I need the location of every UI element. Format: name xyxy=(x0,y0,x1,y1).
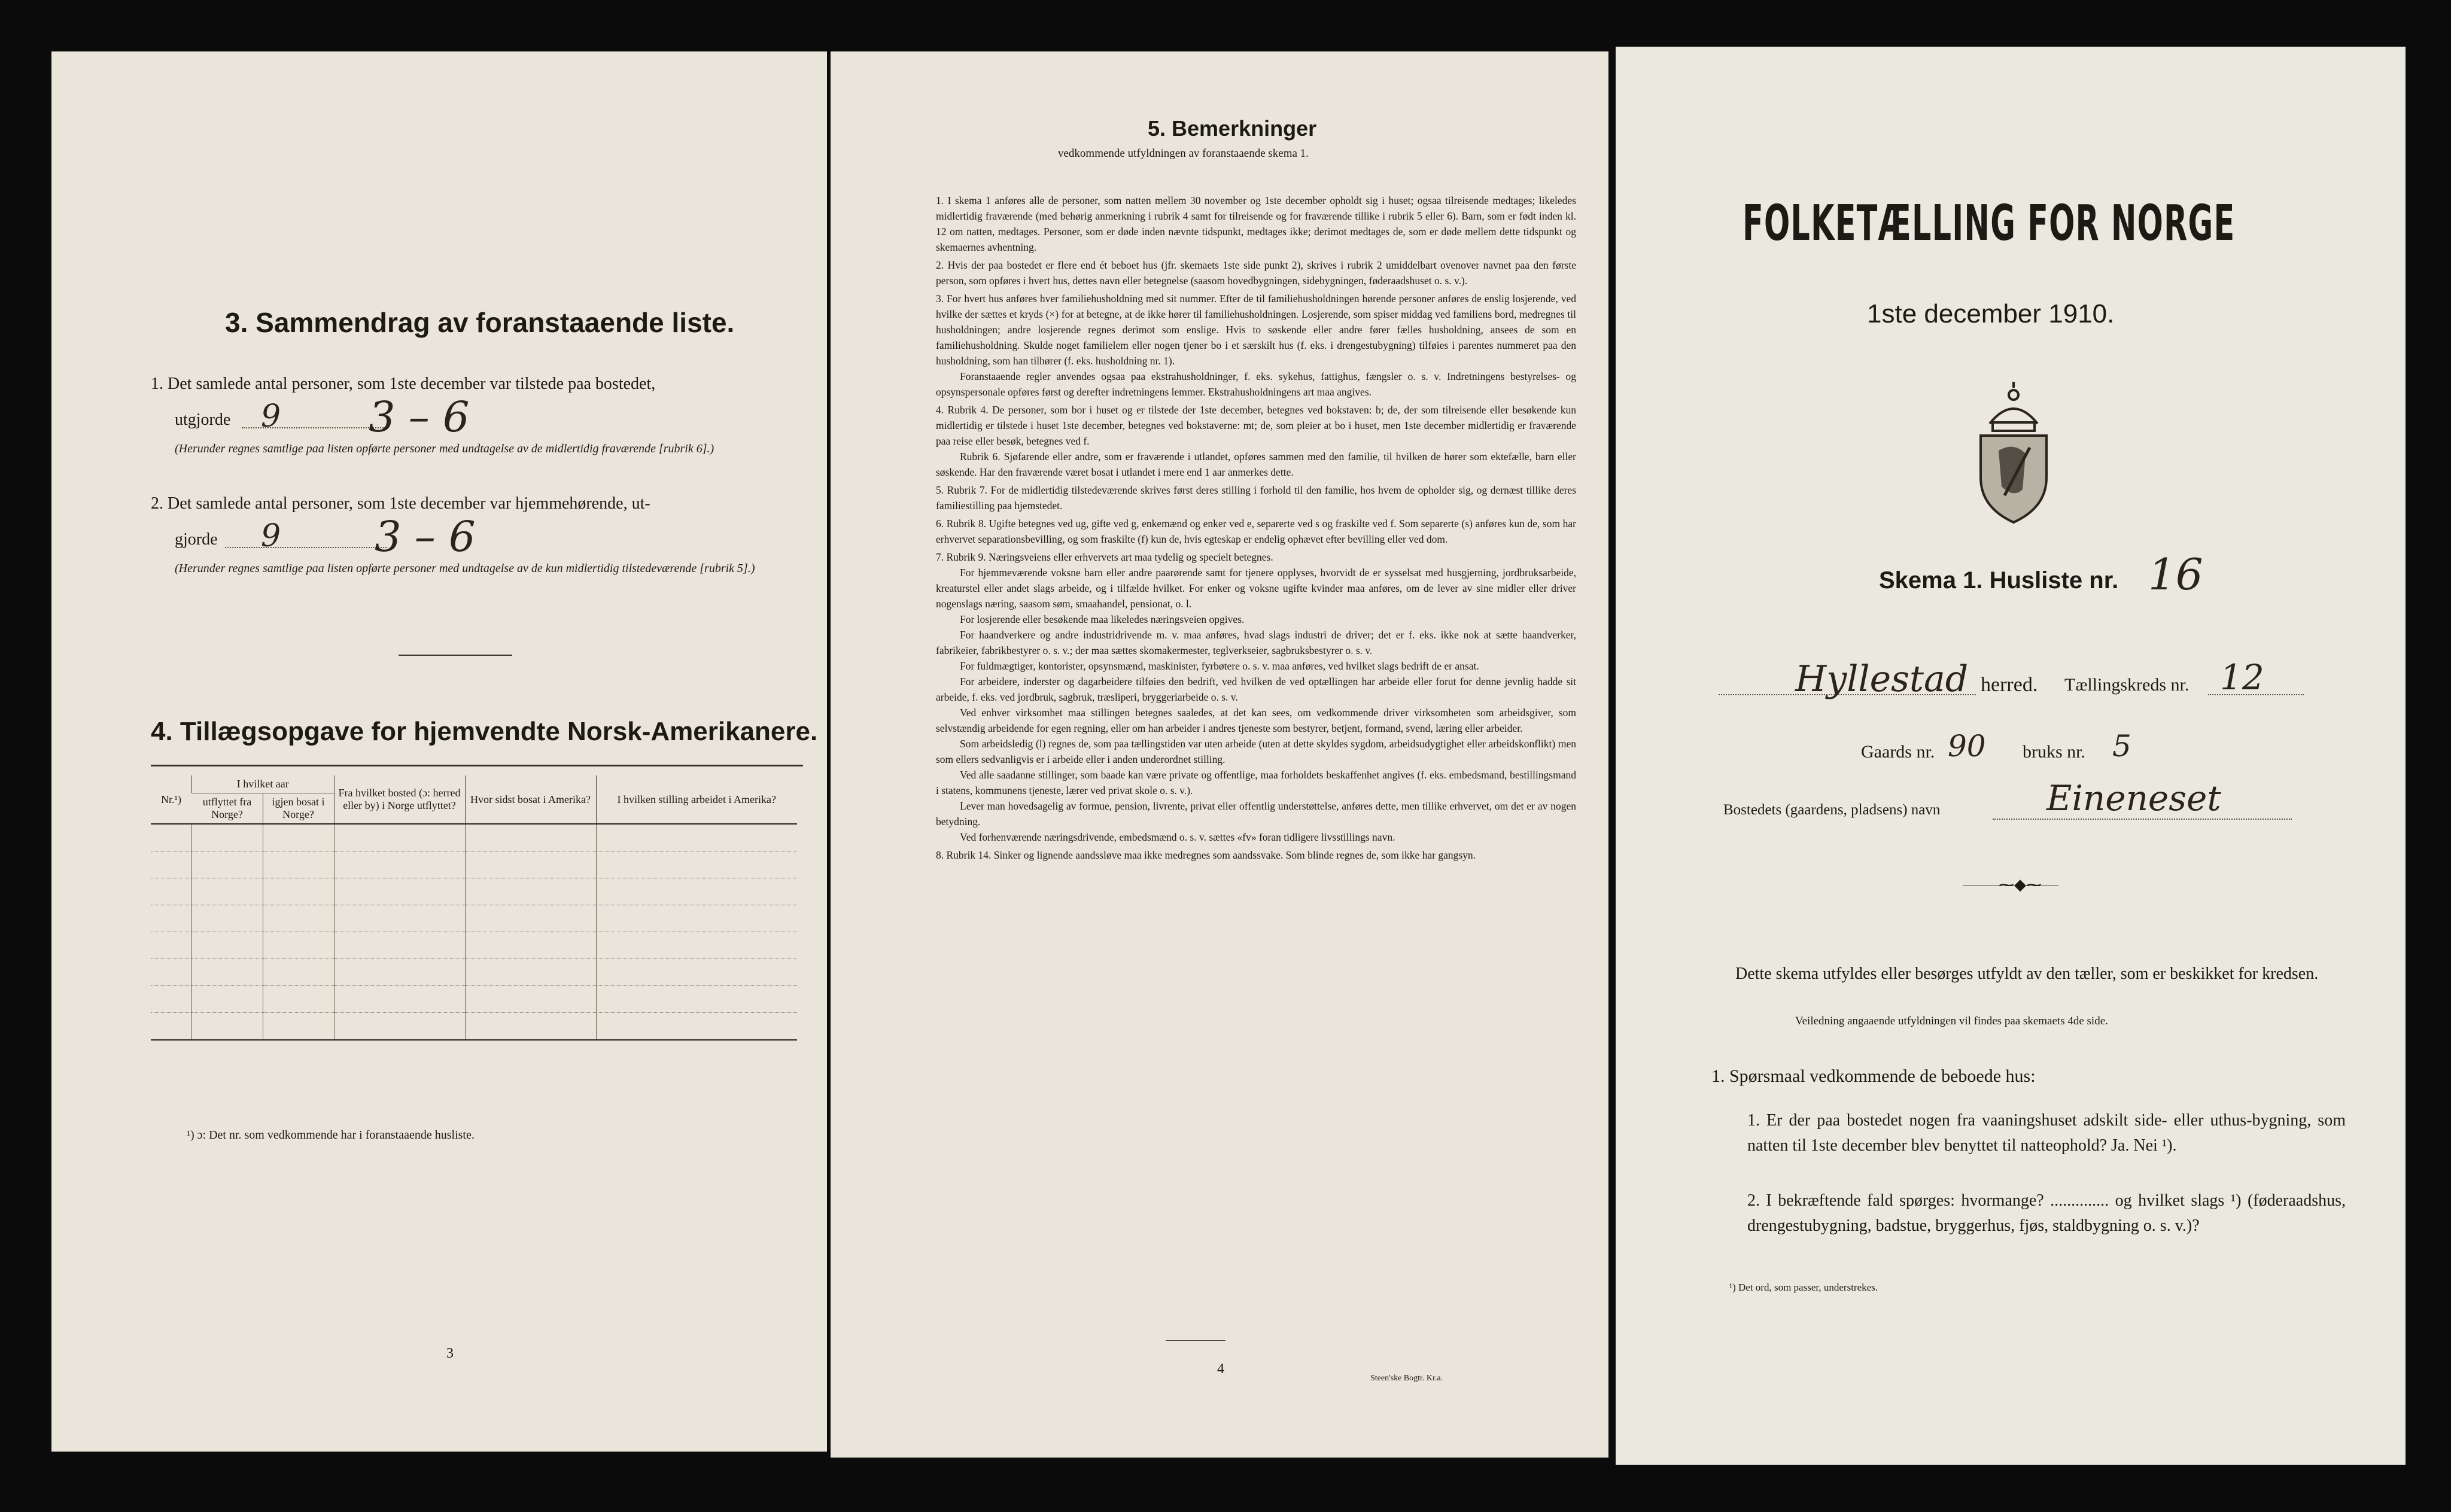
norwegian-coat-of-arms-icon xyxy=(1963,382,2064,525)
question-1: 1. Er der paa bostedet nogen fra vaaningshuset adskilt side- eller uthus-bygning, som natten til 1ste december blev benyttet til natteophold? Ja. Nei ¹). xyxy=(1747,1111,2346,1155)
section3-title: 3. Sammendrag av foranstaaende liste. xyxy=(225,307,735,338)
remark-paragraph: 8. Rubrik 14. Sinker og lignende aandssløve maa ikke medregnes som aandssvake. Som blinde regnes de, som ikke har gangsyn. xyxy=(936,849,1476,861)
left-page xyxy=(51,51,827,1452)
table-footnote: ¹) ɔ: Det nr. som vedkommende har i foranstaaende husliste. xyxy=(187,1128,475,1142)
bruks-label: bruks nr. xyxy=(2023,742,2085,762)
q2-correction: 3 – 6 xyxy=(375,512,476,561)
bosted-dotline xyxy=(1993,819,2292,820)
remark-paragraph: Lever man hovedsagelig av formue, pension, livrente, privat eller offentlig understøttelse, anføres dette, men tillike erhvervet, om det er av nogen betydning. xyxy=(936,800,1576,828)
col-from-place: Fra hvilket bosted (ɔ: herred eller by) i Norge utflyttet? xyxy=(334,775,465,824)
remark-paragraph: Ved enhver virksomhet maa stillingen betegnes saaledes, at det kan sees, om vedkommende driver virksomheten som arbeidsgiver, som selvstændig arbeidende for egen regning, eller om han arbeider i andres tjeneste som bestyrer, betjent, formand, svend, læring eller arbeider. xyxy=(936,707,1576,734)
col-last-america: Hvor sidst bosat i Amerika? xyxy=(465,775,596,824)
table-row xyxy=(151,1013,797,1041)
remark-paragraph: For arbeidere, inderster og dagarbeidere tilføies den bedrift, ved hvilken de ved optællingen har arbeide eller forut for denne jevnlig hadde sit arbeide, f. eks. ved jordbruk, sagbruk, træsliperi, bryggeriarbeide o. s. v. xyxy=(936,676,1576,703)
right-footnote: ¹) Det ord, som passer, understrekes. xyxy=(1729,1282,1878,1293)
remark-paragraph: 6. Rubrik 8. Ugifte betegnes ved ug, gifte ved g, enkemænd og enker ved e, separerte ved s og fraskilte ved f. Som separerte (s) anføres kun de, som har erhvervet separationsbevilling, og som fraskilte (f) kun de, hvis egteskap er endelig ophævet efter bevilling eller ved dom. xyxy=(936,518,1576,545)
remark-paragraph: For fuldmægtiger, kontorister, opsynsmænd, maskinister, fyrbøtere o. s. v. maa anføres, ved hvilket slags bedrift de er ansat. xyxy=(960,660,1479,672)
instruction-text: Dette skema utfyldes eller besørges utfyldt av den tæller, som er beskikket for kredsen. xyxy=(1735,965,2319,983)
gaards-label: Gaards nr. xyxy=(1861,742,1935,762)
col-emigrated: utflyttet fra Norge? xyxy=(192,793,263,825)
ornament-icon: ⁓◆⁓ xyxy=(1999,876,2042,893)
remark-paragraph: 7. Rubrik 9. Næringsveiens eller erhvervets art maa tydelig og specielt betegnes. xyxy=(936,551,1273,563)
table-row xyxy=(151,905,797,932)
divider xyxy=(399,655,512,656)
q2-dotline xyxy=(225,547,387,548)
q1-correction: 3 – 6 xyxy=(369,393,470,442)
instruction-note: Veiledning angaaende utfyldningen vil findes paa skemaets 4de side. xyxy=(1795,1015,2108,1027)
question-2: 2. I bekræftende fald spørges: hvormange? .............. og hvilket slags ¹) (føderaadshus, drengestubygning, badstue, bryggerhus, fjøs, staldbygning o. s. v.)? xyxy=(1747,1191,2346,1235)
questions-heading: 1. Spørsmaal vedkommende de beboede hus: xyxy=(1711,1066,2036,1086)
bosted-value: Eineneset xyxy=(2046,778,2221,819)
q2-note: (Herunder regnes samtlige paa listen opførte personer med undtagelse av de kun midlertidig tilstedeværende [rubrik 5].) xyxy=(175,562,755,575)
remarks-body xyxy=(936,193,1576,863)
table-row xyxy=(151,932,797,959)
remark-paragraph: For losjerende eller besøkende maa likeledes næringsveien opgives. xyxy=(960,613,1245,625)
col-nr: Nr.¹) xyxy=(151,775,192,824)
gaards-value: 90 xyxy=(1948,729,1986,763)
col-position: I hvilken stilling arbeidet i Amerika? xyxy=(596,775,797,824)
remarks-subtitle: vedkommende utfyldningen av foranstaaende skema 1. xyxy=(1058,147,1309,160)
remark-paragraph: 1. I skema 1 anføres alle de personer, som natten mellem 30 november og 1ste december opholdt sig i huset; ogsaa tilreisende medtages; likeledes midlertidig fraværende (med behørig anmerkning i rubrik 4 samt for tilreisende og for fraværende tillike i rubrik 5 eller 6). Barn, som er født inden kl. 12 om natten, medtages. Personer, som er døde inden nævnte tidspunkt, medtages ikke; derimot medtages de, som er døde mellem dette tidspunkt og skemaernes avhentning. xyxy=(936,194,1576,253)
remark-paragraph: Rubrik 6. Sjøfarende eller andre, som er fraværende i utlandet, opføres sammen med den familie, til hvilken de hører som ektefælle, barn eller søskende. Har den fraværende været bosat i utlandet i mere end 1 aar anmerkes dette. xyxy=(936,451,1576,478)
q1-utgjorde-label: utgjorde xyxy=(175,410,231,429)
table-row xyxy=(151,959,797,986)
q1-value: 9 xyxy=(261,398,281,434)
main-title: FOLKETÆLLING FOR NORGE xyxy=(1743,195,2236,252)
schema-number: 16 xyxy=(2148,549,2203,600)
remark-paragraph: For haandverkere og andre industridrivende m. v. maa anføres, hvad slags industri de driver; det er f. eks. ikke nok at sætte haandverker, fabrikeier, fabrikbestyrer o. s. v.; der maa sættes skomakermester, teglverkseier, sagbruksbestyrer o. s. v. xyxy=(936,629,1576,656)
remark-paragraph: For hjemmeværende voksne barn eller andre paarørende samt for tjenere opplyses, hvorvidt de er sysselsat med husgjerning, jordbruksarbeide, kreaturstel eller andet slags arbeide, og i tilfælde hvilket. For enker og voksne ugifte kvinder maa anføres, om de lever av sine midler eller driver nogenslags næring, saasom søm, smaahandel, pensionat, o. l. xyxy=(936,567,1576,610)
remark-paragraph: 4. Rubrik 4. De personer, som bor i huset og er tilstede der 1ste december, betegnes ved bokstaven: b; de, der som tilreisende eller besøkende kun midlertidig er tilstede i huset 1ste december, betegnes ved bokstaverne: mt; de, som pleier at bo i huset, men 1ste december midlertidig er fraværende paa reise eller besøk, betegnes ved f. xyxy=(936,404,1576,447)
schema-label: Skema 1. Husliste nr. xyxy=(1879,567,2119,594)
q1-note: (Herunder regnes samtlige paa listen opførte personer med undtagelse av de midlertidig fraværende [rubrik 6].) xyxy=(175,442,714,455)
bruks-value: 5 xyxy=(2112,729,2131,763)
table-row xyxy=(151,986,797,1013)
right-page xyxy=(1616,47,2406,1465)
bosted-label: Bostedets (gaardens, pladsens) navn xyxy=(1723,802,1941,818)
remarks-title: 5. Bemerkninger xyxy=(1148,116,1317,141)
table-row xyxy=(151,824,797,851)
kreds-value: 12 xyxy=(2220,657,2264,698)
remark-paragraph: Som arbeidsledig (l) regnes de, som paa tællingstiden var uten arbeide (uten at dette skyldes sygdom, arbeidsudygtighet eller arbeidskonflikt) men som ellers sedvanligvis er i arbeide eller i anden underordnet stilling. xyxy=(936,738,1576,765)
herred-label: herred. xyxy=(1981,674,2038,696)
printer-mark: Steen'ske Bogtr. Kr.a. xyxy=(1370,1374,1443,1383)
page-number-3: 3 xyxy=(446,1346,454,1361)
remark-paragraph: 5. Rubrik 7. For de midlertidig tilstedeværende skrives først deres stilling i forhold til den familie, hos hvem de opholder sig, og dernæst tillike deres familiestilling paa hjemstedet. xyxy=(936,484,1576,512)
kreds-dotline xyxy=(2208,694,2304,695)
divider xyxy=(1166,1340,1226,1341)
col-year-group: I hvilket aar xyxy=(192,775,334,793)
table-row xyxy=(151,851,797,878)
middle-page xyxy=(831,51,1608,1458)
section4-title: 4. Tillægsopgave for hjemvendte Norsk-Amerikanere. xyxy=(151,717,818,746)
page-number-4: 4 xyxy=(1217,1361,1224,1377)
table-row xyxy=(151,878,797,905)
herred-value: Hyllestad xyxy=(1795,658,1969,700)
remark-paragraph: 3. For hvert hus anføres hver familiehusholdning med sit nummer. Efter de til familiehusholdningen hørende personer anføres de enslig losjerende, ved hvilke der sættes et kryds (×) for at betegne, at de ikke hører til familiehusholdningen. Losjerende, som spiser middag ved familiens bord, medregnes til husholdningen; andre losjerende regnes derimot som enslige. Hvis to søskende eller andre fører fælles husholdning, ansees de som en familiehusholdning. Skulde noget familielem eller nogen tjener bo i et særskilt hus (f. eks. i drengestubygning) tilføies i parentes nummeret paa den husholdning, som han tilhører (f. eks. husholdning nr. 1). xyxy=(936,293,1576,367)
table-top-rule xyxy=(151,765,803,766)
remark-paragraph: Ved alle saadanne stillinger, som baade kan være private og offentlige, maa forholdets beskaffenhet angives (f. eks. embedsmand, bestillingsmand i statens, kommunens tjeneste, lærer ved privat skole o. s. v.). xyxy=(936,769,1576,796)
kreds-label: Tællingskreds nr. xyxy=(2064,675,2190,695)
remark-paragraph: Ved forhenværende næringsdrivende, embedsmænd o. s. v. sættes «fv» foran tidligere livsstillings navn. xyxy=(960,831,1395,843)
q2-text: 2. Det samlede antal personer, som 1ste december var hjemmehørende, ut- xyxy=(151,494,650,513)
q2-utgjorde-label: gjorde xyxy=(175,530,218,549)
col-returned: igjen bosat i Norge? xyxy=(263,793,334,825)
norsk-amerikaner-table xyxy=(151,775,797,1041)
q2-value: 9 xyxy=(261,518,281,554)
remark-paragraph: Foranstaaende regler anvendes ogsaa paa ekstrahusholdninger, f. eks. sykehus, fattighus, fængsler o. s. v. Indretningens bestyrelses- og opsynspersonale opføres først og derefter indretningens lemmer. Ekstrahusholdningens art maa angives. xyxy=(936,370,1576,398)
remark-paragraph: 2. Hvis der paa bostedet er flere end ét beboet hus (jfr. skemaets 1ste side punkt 2), skrives i rubrik 2 umiddelbart ovenover navnet paa den første person, som opføres i hvert hus, dettes navn eller betegnelse (saasom hovedbygningen, sidebygningen, føderaadshuset o. s. v.). xyxy=(936,259,1576,287)
q1-text: 1. Det samlede antal personer, som 1ste december var tilstede paa bostedet, xyxy=(151,375,656,393)
census-date: 1ste december 1910. xyxy=(1867,299,2115,328)
